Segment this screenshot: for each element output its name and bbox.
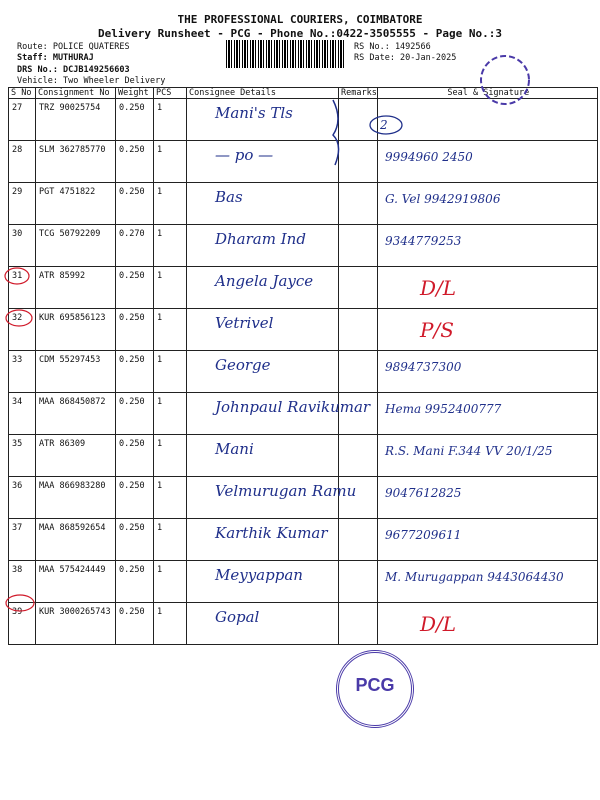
cell-weight: 0.250 xyxy=(116,519,154,561)
cell-sno: 39 xyxy=(9,603,36,645)
handwritten-consignee: — po — xyxy=(215,146,274,164)
handwritten-signature: 9344779253 xyxy=(385,234,462,248)
handwritten-consignee: Velmurugan Ramu xyxy=(215,482,357,500)
handwritten-consignee: Mani xyxy=(215,440,254,458)
cell-pcs: 1 xyxy=(154,267,187,309)
cell-weight: 0.250 xyxy=(116,393,154,435)
cell-consignment-no: MAA 868450872 xyxy=(36,393,116,435)
cell-sno: 28 xyxy=(9,141,36,183)
cell-pcs: 1 xyxy=(154,183,187,225)
remarks-bracket xyxy=(333,100,339,165)
circle-mark-32 xyxy=(6,310,32,326)
cell-sno: 38 xyxy=(9,561,36,603)
runsheet-subtitle: Delivery Runsheet - PCG - Phone No.:0422-3505555 - Page No.:3 xyxy=(98,27,502,40)
col-consignee: Consignee Details xyxy=(187,88,339,99)
handwritten-consignee: Karthik Kumar xyxy=(215,524,328,542)
cell-pcs: 1 xyxy=(154,561,187,603)
cell-consignment-no: PGT 4751822 xyxy=(36,183,116,225)
cell-consignment-no: ATR 85992 xyxy=(36,267,116,309)
cell-pcs: 1 xyxy=(154,99,187,141)
cell-consignment-no: KUR 695856123 xyxy=(36,309,116,351)
cell-consignment-no: KUR 3000265743 xyxy=(36,603,116,645)
handwritten-signature: P/S xyxy=(420,318,454,342)
handwritten-consignee: Meyyappan xyxy=(215,566,303,584)
cell-sno: 31 xyxy=(9,267,36,309)
handwritten-signature: D/L xyxy=(420,612,457,636)
handwritten-consignee: Johnpaul Ravikumar xyxy=(215,398,371,416)
rs-no-label: RS No.: 1492566 xyxy=(354,42,431,52)
cell-consignment-no: MAA 868592654 xyxy=(36,519,116,561)
handwritten-signature: 9677209611 xyxy=(385,528,462,542)
col-pcs: PCS xyxy=(154,88,187,99)
cell-consignment-no: MAA 866983280 xyxy=(36,477,116,519)
cell-weight: 0.250 xyxy=(116,603,154,645)
cell-weight: 0.250 xyxy=(116,267,154,309)
cell-sno: 33 xyxy=(9,351,36,393)
cell-pcs: 1 xyxy=(154,351,187,393)
cell-pcs: 1 xyxy=(154,519,187,561)
handwritten-signature: 9994960 2450 xyxy=(385,150,473,164)
handwritten-consignee: Gopal xyxy=(215,608,260,626)
cell-consignment-no: CDM 55297453 xyxy=(36,351,116,393)
cell-sno: 29 xyxy=(9,183,36,225)
cell-sno: 27 xyxy=(9,99,36,141)
route-label: Route: POLICE QUATERES xyxy=(17,42,130,52)
drs-label: DRS No.: DCJB149256603 xyxy=(17,65,130,75)
handwritten-consignee: Angela Jayce xyxy=(215,272,314,290)
cell-weight: 0.270 xyxy=(116,225,154,267)
cell-weight: 0.250 xyxy=(116,183,154,225)
cell-consignment-no: SLM 362785770 xyxy=(36,141,116,183)
cell-weight: 0.250 xyxy=(116,351,154,393)
cell-pcs: 1 xyxy=(154,435,187,477)
staff-label: Staff: MUTHURAJ xyxy=(17,53,94,63)
col-signature: Seal & Signature xyxy=(377,88,597,99)
cell-weight: 0.250 xyxy=(116,477,154,519)
handwritten-consignee: Vetrivel xyxy=(215,314,274,332)
handwritten-signature: R.S. Mani F.344 VV 20/1/25 xyxy=(385,444,553,458)
circle-mark-39 xyxy=(6,595,34,611)
company-title: THE PROFESSIONAL COURIERS, COIMBATORE xyxy=(177,13,423,26)
col-remarks: Remarks xyxy=(339,88,378,99)
remarks-note: 2 xyxy=(380,118,388,132)
cell-weight: 0.250 xyxy=(116,99,154,141)
cell-weight: 0.250 xyxy=(116,435,154,477)
cell-weight: 0.250 xyxy=(116,309,154,351)
cell-pcs: 1 xyxy=(154,603,187,645)
handwritten-consignee: Mani's Tls xyxy=(215,104,293,122)
cell-weight: 0.250 xyxy=(116,561,154,603)
cell-sno: 30 xyxy=(9,225,36,267)
rs-date-label: RS Date: 20-Jan-2025 xyxy=(354,53,457,63)
handwritten-signature: G. Vel 9942919806 xyxy=(385,192,501,206)
cell-pcs: 1 xyxy=(154,309,187,351)
col-weight: Weight xyxy=(116,88,154,99)
handwritten-consignee: Dharam Ind xyxy=(215,230,306,248)
cell-pcs: 1 xyxy=(154,225,187,267)
cell-pcs: 1 xyxy=(154,477,187,519)
cell-pcs: 1 xyxy=(154,393,187,435)
handwritten-consignee: Bas xyxy=(215,188,243,206)
cell-sno: 37 xyxy=(9,519,36,561)
col-sno: S No xyxy=(9,88,36,99)
handwritten-signature: Hema 9952400777 xyxy=(385,402,502,416)
handwritten-signature: D/L xyxy=(420,276,457,300)
handwritten-signature: 9047612825 xyxy=(385,486,462,500)
pcg-stamp-text: PCG xyxy=(355,675,395,695)
cell-sno: 34 xyxy=(9,393,36,435)
cell-consignment-no: TCG 50792209 xyxy=(36,225,116,267)
cell-consignment-no: ATR 86309 xyxy=(36,435,116,477)
cell-pcs: 1 xyxy=(154,141,187,183)
cell-consignment-no: MAA 575424449 xyxy=(36,561,116,603)
cell-weight: 0.250 xyxy=(116,141,154,183)
vehicle-label: Vehicle: Two Wheeler Delivery xyxy=(17,76,166,86)
cell-sno: 36 xyxy=(9,477,36,519)
cell-sno: 32 xyxy=(9,309,36,351)
circle-mark-31 xyxy=(5,268,29,284)
pcg-stamp xyxy=(336,650,414,728)
handwritten-signature: 9894737300 xyxy=(385,360,462,374)
seal-stamp-top xyxy=(481,56,529,104)
handwritten-consignee: George xyxy=(215,356,271,374)
handwritten-signature: M. Murugappan 9443064430 xyxy=(385,570,564,584)
col-consignment: Consignment No xyxy=(36,88,116,99)
cell-sno: 35 xyxy=(9,435,36,477)
cell-consignment-no: TRZ 90025754 xyxy=(36,99,116,141)
